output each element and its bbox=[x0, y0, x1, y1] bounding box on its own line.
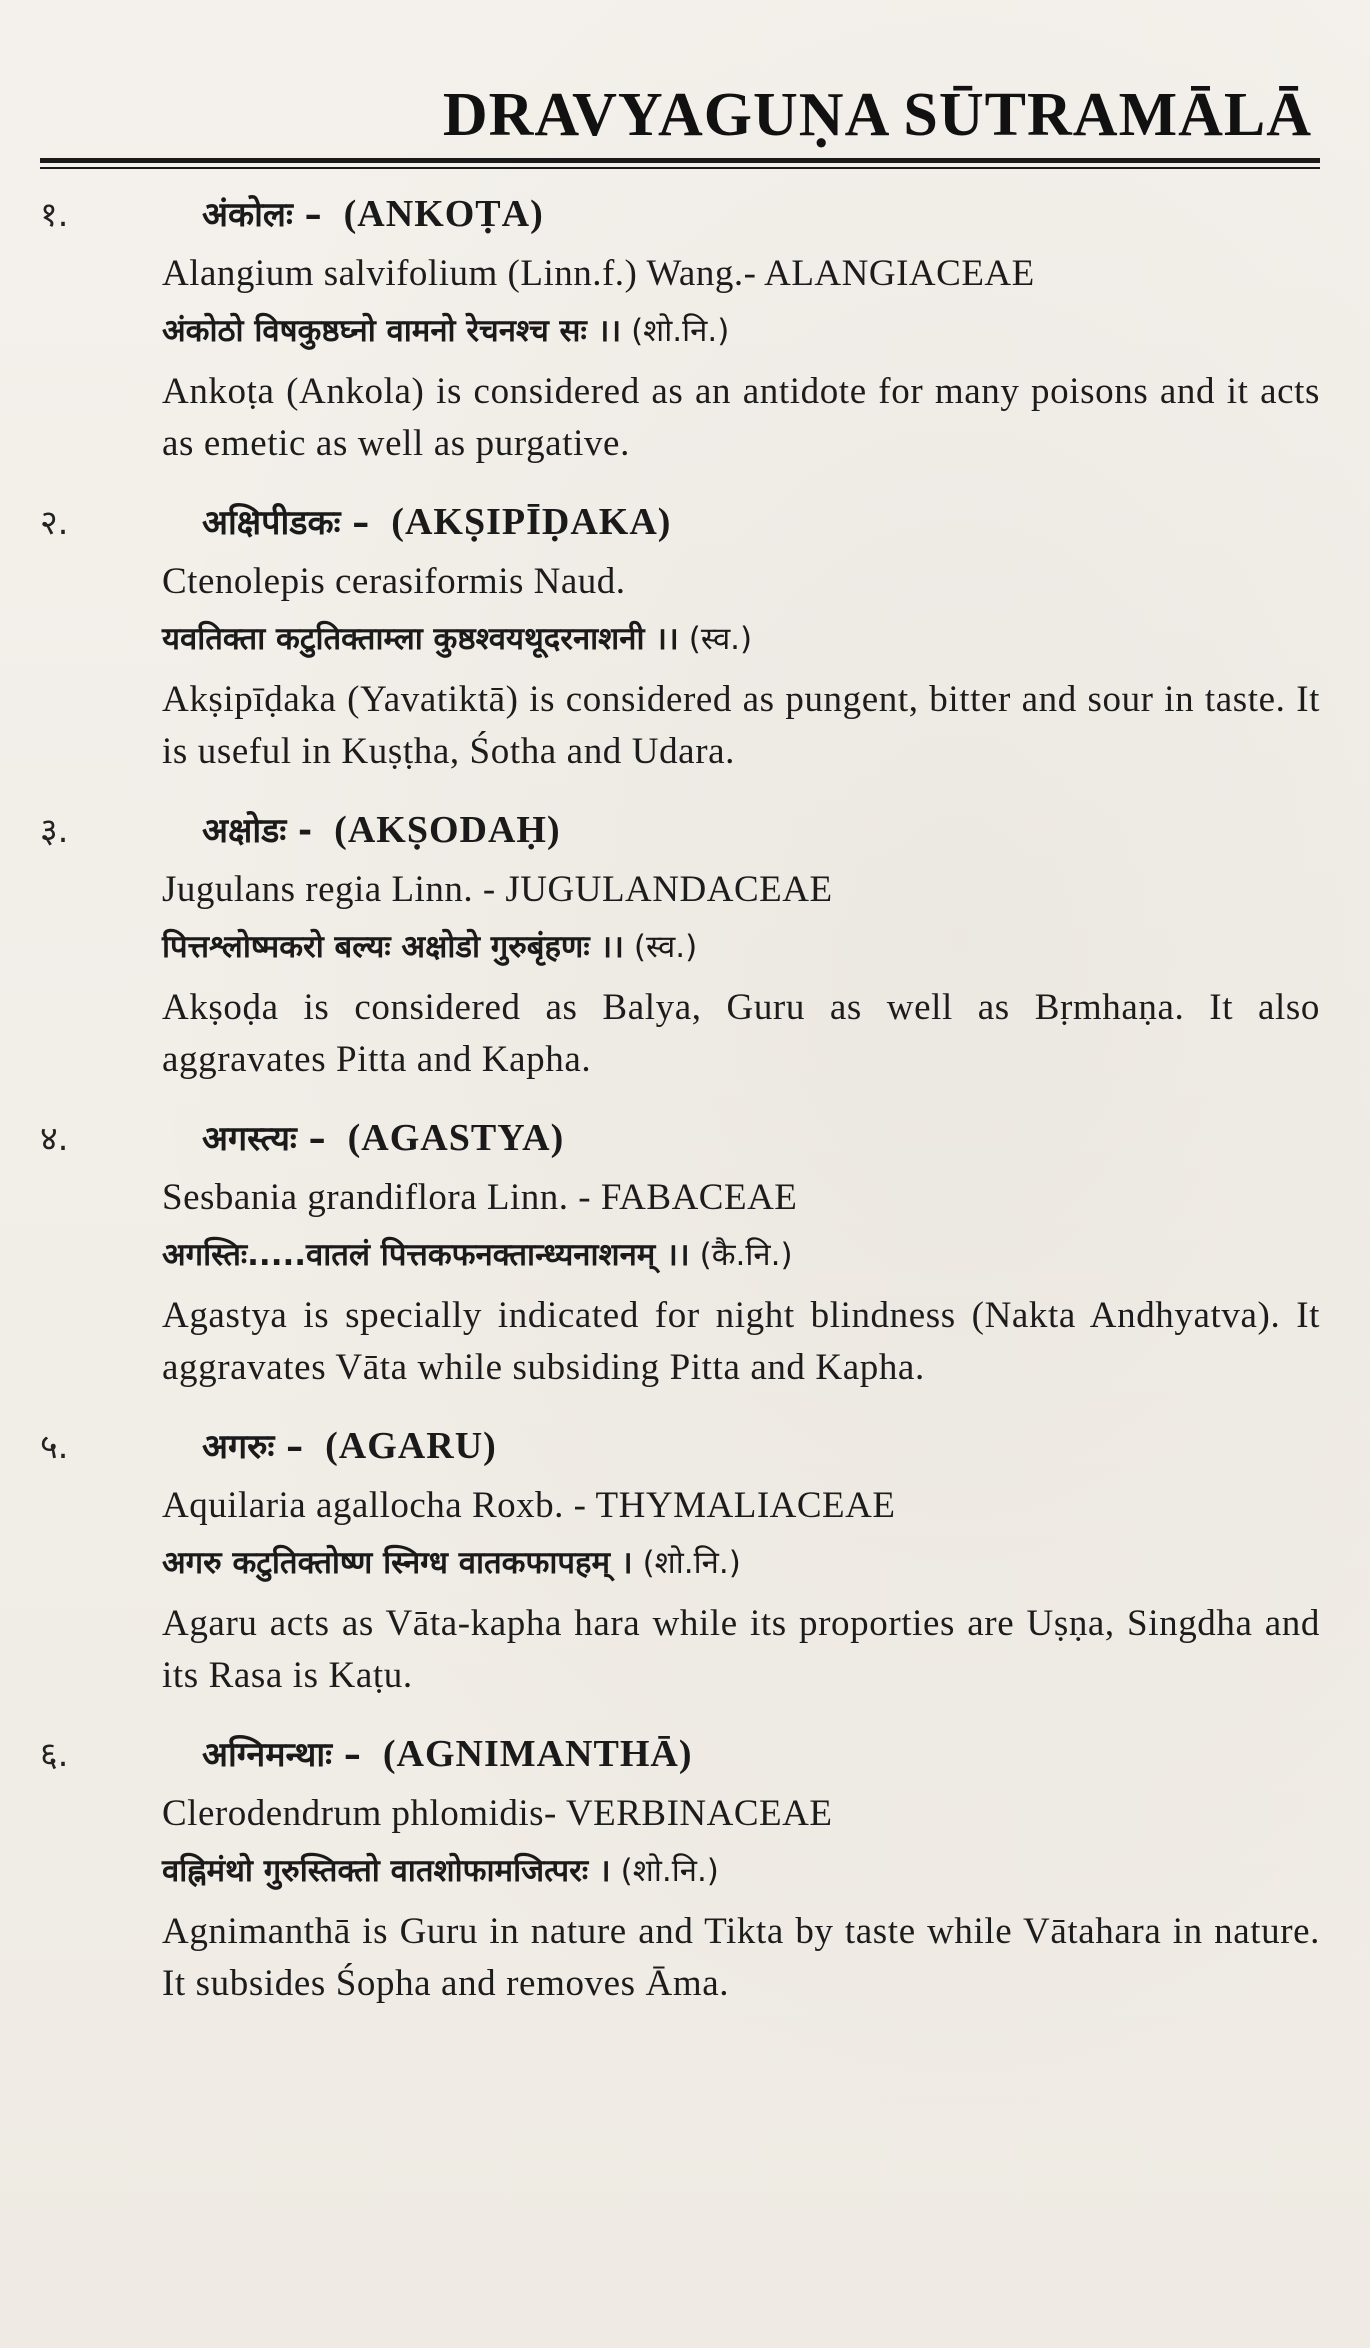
entry-number: १. bbox=[40, 195, 69, 235]
botanical-name: Jugulans regia Linn. - JUGULANDACEAE bbox=[162, 869, 833, 910]
sanskrit-verse bbox=[162, 1536, 1320, 1590]
entry-heading bbox=[30, 498, 1320, 556]
botanical-name: Ctenolepis cerasiformis Naud. bbox=[162, 561, 626, 602]
entry-sanskrit-name: अगरुः – bbox=[202, 1427, 304, 1467]
entry-roman-name: (AGASTYA) bbox=[347, 1117, 565, 1159]
verse-text: अगस्तिः.....वातलं पित्तकफनक्तान्ध्यनाशनम् ।। bbox=[162, 1237, 690, 1273]
sanskrit-verse bbox=[162, 1844, 1320, 1898]
entry-description: Agnimanthā is Guru in nature and Tikta by taste while Vātahara in nature. It subsides Śopha and removes Āma. bbox=[162, 1911, 1320, 2004]
entry-heading bbox=[30, 1114, 1320, 1172]
verse-source: (शो.नि.) bbox=[620, 1853, 719, 1889]
entry-sanskrit-name: अक्षोडः - bbox=[202, 811, 313, 851]
entry-number: ५. bbox=[40, 1427, 69, 1467]
entry-heading bbox=[30, 190, 1320, 248]
entry-number: ३. bbox=[40, 811, 69, 851]
page-title: DRAVYAGUṆA SŪTRAMĀLĀ bbox=[442, 81, 1312, 149]
entry-heading bbox=[30, 806, 1320, 864]
entry-sanskrit-name: अग्निमन्थाः – bbox=[202, 1735, 361, 1775]
entry-description: Agaru acts as Vāta-kapha hara while its proporties are Uṣṇa, Singdha and its Rasa is Kaṭu. bbox=[162, 1603, 1320, 1696]
botanical-name: Alangium salvifolium (Linn.f.) Wang.- ALANGIACEAE bbox=[162, 253, 1035, 294]
entry-number: २. bbox=[40, 503, 69, 543]
entry-body bbox=[30, 864, 1320, 1086]
verse-text: पित्तश्लोष्मकरो बल्यः अक्षोडो गुरुबृंहणः ।। bbox=[162, 929, 624, 965]
verse-source: (शो.नि.) bbox=[642, 1545, 741, 1581]
botanical-name: Clerodendrum phlomidis- VERBINACEAE bbox=[162, 1793, 833, 1834]
entry-description: Akṣoḍa is considered as Balya, Guru as well as Bṛmhaṇa. It also aggravates Pitta and Kapha. bbox=[162, 987, 1320, 1080]
entry-body bbox=[30, 556, 1320, 778]
verse-text: अगरु कटुतिक्तोष्ण स्निग्ध वातकफापहम् । bbox=[162, 1545, 633, 1581]
entry-number: ४. bbox=[40, 1119, 69, 1159]
entry-roman-name: (ANKOṬA) bbox=[343, 193, 544, 235]
entry-list bbox=[30, 190, 1320, 2038]
entry-number: ६. bbox=[40, 1735, 69, 1775]
entry-roman-name: (AGARU) bbox=[325, 1425, 497, 1467]
entry-agnimantha bbox=[30, 1730, 1320, 2010]
verse-source: (स्व.) bbox=[688, 621, 753, 657]
entry-ankota bbox=[30, 190, 1320, 470]
verse-source: (कै.नि.) bbox=[699, 1237, 793, 1273]
entry-sanskrit-name: अक्षिपीडकः – bbox=[202, 503, 370, 543]
entry-agastya bbox=[30, 1114, 1320, 1394]
verse-source: (स्व.) bbox=[633, 929, 698, 965]
entry-sanskrit-name: अंकोलः – bbox=[202, 195, 322, 235]
sanskrit-verse bbox=[162, 612, 1320, 666]
verse-source: (शो.नि.) bbox=[631, 313, 730, 349]
running-header bbox=[40, 80, 1320, 169]
entry-sanskrit-name: अगस्त्यः – bbox=[202, 1119, 326, 1159]
verse-text: अंकोठो विषकुष्ठघ्नो वामनो रेचनश्च सः ।। bbox=[162, 313, 622, 349]
verse-text: वह्निमंथो गुरुस्तिक्तो वातशोफामजित्परः । bbox=[162, 1853, 611, 1889]
entry-body bbox=[30, 1172, 1320, 1394]
entry-akshipidaka bbox=[30, 498, 1320, 778]
verse-text: यवतिक्ता कटुतिक्ताम्ला कुष्ठश्वयथूदरनाशनी ।। bbox=[162, 621, 679, 657]
entry-description: Agastya is specially indicated for night blindness (Nakta Andhyatva). It aggravates Vāta while subsiding Pitta and Kapha. bbox=[162, 1295, 1320, 1388]
entry-body bbox=[30, 1480, 1320, 1702]
entry-description: Akṣipīḍaka (Yavatiktā) is considered as pungent, bitter and sour in taste. It is useful in Kuṣṭha, Śotha and Udara. bbox=[162, 679, 1320, 772]
sanskrit-verse bbox=[162, 1228, 1320, 1282]
entry-akshoda bbox=[30, 806, 1320, 1086]
header-rule-thin bbox=[40, 167, 1320, 169]
sanskrit-verse bbox=[162, 304, 1320, 358]
entry-roman-name: (AGNIMANTHĀ) bbox=[382, 1733, 693, 1775]
entry-heading bbox=[30, 1730, 1320, 1788]
entry-description: Ankoṭa (Ankola) is considered as an antidote for many poisons and it acts as emetic as well as purgative. bbox=[162, 371, 1320, 464]
entry-heading bbox=[30, 1422, 1320, 1480]
sanskrit-verse bbox=[162, 920, 1320, 974]
entry-roman-name: (AKṢIPĪḌAKA) bbox=[391, 501, 672, 543]
entry-body bbox=[30, 1788, 1320, 2010]
entry-roman-name: (AKṢODAḤ) bbox=[334, 809, 561, 851]
botanical-name: Sesbania grandiflora Linn. - FABACEAE bbox=[162, 1177, 798, 1218]
entry-body bbox=[30, 248, 1320, 470]
header-rule-thick bbox=[40, 158, 1320, 163]
entry-agaru bbox=[30, 1422, 1320, 1702]
botanical-name: Aquilaria agallocha Roxb. - THYMALIACEAE bbox=[162, 1485, 896, 1526]
